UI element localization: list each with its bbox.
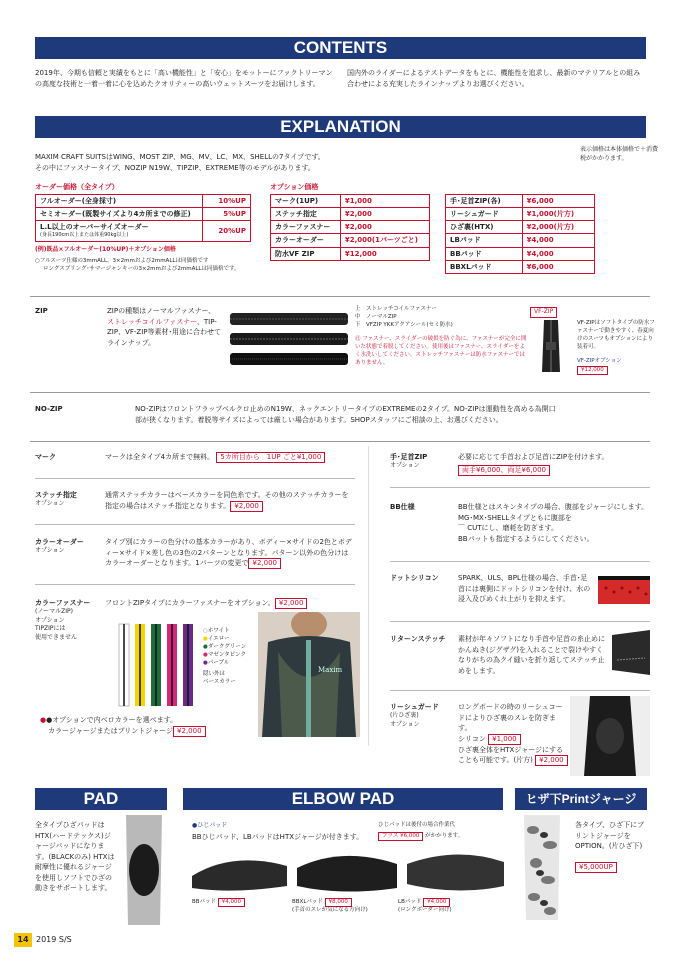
elbow-item-lb (398, 898, 452, 915)
dot-silicone-text: SPARK、ULS、BPL仕様の場合、手首･足首には裏側にドットシリコンを付け、水の浸入及びめくれ上がりを抑えます。 (458, 574, 591, 603)
tax-note: 表示価格は本体価格で＋消費税がかかります。 (580, 146, 659, 162)
knee-pad-photo (118, 815, 170, 925)
elbow-item-name: BBパッド (192, 899, 217, 905)
zip-warning: ㊟ ファスナー、スライダーの破損を防ぐ為に、ファスナーが完全に開いた状態で着脱してください。使用後はファスナー、スライダーをよく水洗いしてください。ストレッチファスナーは防水ファスナーではありません。 (355, 336, 527, 366)
dot-silicone-label: ドットシリコン (390, 574, 439, 582)
hidden-note-1: 隠い外は (203, 670, 226, 677)
order-example: (例)既品×フルオーダー(10%UP)＋オプション価格 (35, 246, 176, 253)
inner-tongue-price: ¥2,000 (173, 726, 206, 737)
inner-tongue-1: ●●オプションで内ベロカラーを選べます。 (40, 716, 178, 724)
option-price: ¥4,000 (522, 234, 594, 247)
vf-zip-price-box: ¥12,000 (577, 366, 608, 375)
option-label: 防水VF ZIP (271, 247, 341, 260)
order-row (36, 221, 251, 241)
option-row (446, 208, 595, 221)
divider (390, 487, 650, 488)
leash-guard-photo (570, 696, 650, 776)
vf-zip-option-label: VF-ZIPオプション (577, 358, 622, 364)
option-row (446, 195, 595, 208)
option-label: リーシュガード (446, 208, 523, 221)
option-row (271, 208, 430, 221)
divider (35, 584, 355, 585)
leash-guard-sub-2: オプション (390, 720, 420, 728)
stitch-price: ¥2,000 (230, 501, 263, 512)
zip-text (107, 306, 222, 348)
color-fastener-sub-3: TIPZIPには (35, 625, 66, 633)
bb-text-2-main: CUTにし、磨耗を防ぎます。 (467, 524, 558, 532)
elbow-item-price: ¥4,000 (423, 898, 450, 907)
wetsuit-photo (258, 612, 360, 737)
option-row (271, 195, 430, 208)
leash-guard-text-2 (458, 745, 568, 767)
elbow-bullet: ●ひじパッド (192, 822, 228, 829)
column-divider (368, 446, 369, 746)
explanation-banner: EXPLANATION (35, 116, 646, 138)
pad-banner: PAD (35, 788, 167, 810)
leash-silicone-price: ¥1,000 (488, 734, 521, 745)
inner-tongue-line-1: ●オプションで内ベロカラーを選べます。 (46, 716, 178, 724)
option-label: ひざ裏(HTX) (446, 221, 523, 234)
elbow-item-sub: (ロングボーダー向け) (398, 907, 452, 914)
contents-right-text: 国内外のライダーによるテストデータをもとに、機能性を追求し、最新のマテリアルとの組み合わせによる充実したラインナップよりお選びください。 (347, 69, 641, 88)
color-fastener-price: ¥2,000 (275, 598, 308, 609)
hiza-text: 各タイプ、ひざ下にプリントジャージをOPTION。(片ひざ下) (575, 821, 645, 850)
order-row (36, 208, 251, 221)
zip-legend-3: 下 VFZIP YKKアクアシール(セミ防水) (355, 321, 453, 328)
stitch-sub: オプション (35, 500, 65, 507)
elbow-text: BBひじパッド、LBパッドはHTXジャージが付きます。 (192, 833, 364, 841)
option-price: ¥12,000 (340, 247, 429, 260)
zipper-icon (230, 305, 348, 375)
cut-line-icon: ⌒ (458, 524, 468, 532)
color-order-text-main: タイプ別にカラーの色分けの基本カラーがあり、ボディー×サイドの2色とボディー×サイド×差し色の3色の2パターンとなります。パターン以外の色分けはカラーオーダーとなります。1パーツの変更で (105, 538, 352, 567)
return-stitch-label: リターンステッチ (390, 635, 446, 643)
elbow-item-sub: (手首のスレが気になる方向け) (292, 907, 368, 914)
color-name: パープル (207, 659, 230, 666)
divider (30, 392, 650, 393)
order-label-sub: (身長190cm以上または体重90kg以上) (40, 232, 129, 239)
color-name: ダークグリーン (207, 643, 247, 650)
elbow-pad-icon (192, 846, 504, 896)
zip-legend (355, 306, 530, 330)
zip-text-red: ストレッチコイルファスナー (107, 317, 197, 326)
color-item-magenta: ●マゼンタピンク (203, 651, 246, 658)
elbow-item-name: BBXLパッド (292, 899, 323, 905)
wrist-zip-sub: オプション (390, 462, 420, 469)
leash-guard-text (458, 702, 568, 766)
hidden-note-2: ベースカラー (203, 678, 236, 685)
contents-banner: CONTENTS (35, 37, 646, 59)
dot-silicone-photo (598, 568, 650, 610)
zipper-photo (230, 305, 348, 375)
divider (30, 441, 650, 442)
zip-legend-1: 上 ストレッチコイルファスナー (355, 306, 437, 312)
color-list (203, 628, 246, 687)
hiza-price: ¥5,000UP (575, 862, 617, 873)
color-zippers-icon (115, 620, 200, 710)
color-fastener-text-main: フロントZIPタイプにカラーファスナーをオプション。 (105, 599, 275, 607)
zip-legend-2: 中 ノーマルZIP (355, 313, 397, 320)
option-row (271, 247, 430, 260)
color-order-text (105, 537, 355, 569)
wrist-zip-text: 必要に応じて手首および足首にZIPを付けます。 (458, 453, 609, 461)
option-label: ステッチ指定 (271, 208, 341, 221)
inner-tongue-text (40, 715, 260, 737)
color-fastener-sub-4: 使用できません (35, 634, 78, 642)
wrist-zip-price-wrap (458, 465, 550, 476)
elbow-note: ひじパッドは後付の場合作業代 (378, 822, 456, 828)
color-name: マゼンタピンク (207, 651, 246, 658)
mark-label: マーク (35, 453, 56, 461)
print-jersey-photo (518, 815, 566, 920)
elbow-item-price: ¥4,000 (218, 898, 245, 907)
pad-text: 全タイプひざパッドはHTX(ハードテックス)ジャージパッドになります。(BLACKのみ) HTXは耐摩性に優れるジャージを使用しソフトでひざの動きをサポートします。 (35, 821, 115, 892)
color-fastener-sub-2: オプション (35, 616, 65, 624)
wrist-zip-label: 手･足首ZIP (390, 453, 428, 461)
hiza-price-wrap (575, 862, 617, 873)
color-zippers-photo (115, 620, 200, 710)
option-price-header: オプション価格 (270, 183, 319, 191)
option-label: LBパッド (446, 234, 523, 247)
divider (390, 561, 650, 562)
option-label: カラーオーダー (271, 234, 341, 247)
zip-label: ZIP (35, 307, 48, 315)
option-label: カラーファスナー (271, 221, 341, 234)
stitch-text-main: 通常ステッチカラーはベースカラーを同色糸です。その他のステッチカラーを指定の場合はステッチ指定となります。 (105, 491, 349, 510)
mark-text-main: マークは全タイプ4カ所まで無料。 (105, 453, 215, 461)
option-price: ¥6,000 (522, 195, 594, 208)
option-price: ¥1,000 (340, 195, 429, 208)
leash-guard-label: リーシュガード (390, 703, 439, 711)
elbow-plus (378, 832, 463, 841)
option-row (446, 247, 595, 260)
order-note-2: ロングスプリング･サマージャンキーの3×2mmおよび2mmALLは同価格です。 (43, 266, 240, 272)
hiza-banner: ヒザ下Printジャージ (515, 788, 647, 810)
explanation-intro-1: MAXIM CRAFT SUITSはWING、MOST ZIP、MG、MV、LC、MX、SHELLの7タイプです。 (35, 153, 325, 161)
explanation-intro-2: その中にファスナータイプ、NOZIP N19W、TIPZIP、EXTREME等のモデルがあります。 (35, 164, 315, 172)
option-price: ¥2,000 (340, 221, 429, 234)
option-price: ¥2,000(片方) (522, 221, 594, 234)
option-row (446, 260, 595, 273)
divider (35, 524, 355, 525)
bb-text-1: BB仕様とはスキンタイプの場合、腹部をジャージにします。MG･MX･SHELLタイプともに腹部を (458, 503, 649, 522)
print-jersey-icon (518, 815, 566, 920)
option-price: ¥2,000 (340, 208, 429, 221)
mark-price: 5カ所目から 1UP ごと¥1,000 (216, 452, 325, 463)
order-label (36, 221, 203, 241)
bb-text-3: BBパットも指定するようにしてください。 (458, 534, 594, 543)
order-price: 5%UP (203, 208, 251, 221)
wetsuit-icon (258, 612, 360, 737)
option-row (446, 234, 595, 247)
leash-guard-sub (390, 712, 419, 729)
zip-text-1: ZIPの種類はノーマルファスナー、 (107, 307, 216, 315)
color-fastener-sub-1: (ノーマルZIP) (35, 608, 73, 615)
color-name: ホワイト (207, 628, 230, 634)
mark-text (105, 452, 365, 463)
leash-guard-price-2: ¥2,000 (535, 755, 568, 766)
bb-label: BB仕様 (390, 503, 415, 511)
option-row (271, 234, 430, 247)
leash-guard-text-1: ロングボードの時のリーシュコードによりひざ裏のスレを防ぎます。 (458, 703, 563, 732)
zip-text-2: 、TIP-ZIP、VF-ZIP等素材･用途に合わせてラインナップ。 (107, 317, 222, 347)
order-price: 20%UP (203, 221, 251, 241)
elbow-banner: ELBOW PAD (183, 788, 503, 810)
stitch-label: ステッチ指定 (35, 491, 77, 499)
color-order-sub: オプション (35, 547, 65, 554)
option-label: BBXLパッド (446, 260, 523, 273)
option-label: マーク(1UP) (271, 195, 341, 208)
color-name: イエロー (207, 635, 230, 642)
stitch-text (105, 490, 355, 512)
elbow-plus-after: がかかります。 (425, 833, 464, 839)
order-price-table (35, 194, 251, 242)
option-price-table-right (445, 194, 595, 274)
order-label: セミオーダー(既製サイズより4カ所までの修正) (36, 208, 203, 221)
order-note-1: ○フルスーツ仕様の3mmALL、3×2mmおよび2mmALLは同価格です (35, 258, 209, 264)
divider (390, 690, 650, 691)
color-item-yellow: ●イエロー (203, 635, 230, 642)
wrist-zip-price: 両手¥6,000、両足¥6,000 (458, 465, 550, 476)
elbow-plus-price: プラス ¥6,000 (378, 832, 423, 841)
elbow-item-bb (192, 898, 245, 907)
color-fastener-sub (35, 608, 77, 643)
elbow-item-bbxl (292, 898, 368, 915)
nozip-text: NO-ZIPはフロントフラップベルクロ止めのN19W、ネックエントリータイプのEXTREMEの2タイプ。NO-ZIPは運動性を高める為開口部が狭くなります。着脱等サイズによっては厳しい場合があります。SHOPスタッフにご相談の上、お選びください。 (135, 405, 556, 424)
leash-silicone-label: シリコン (458, 734, 486, 743)
order-label: フルオーダー(全身採寸) (36, 195, 203, 208)
order-price: 10%UP (203, 195, 251, 208)
vf-zip-label: VF-ZIP (530, 307, 557, 318)
return-stitch-text: 素材が年々ソフトになり手首や足首の糸止めにかんぬき(ジグザグ)を入れることで裂けやすくなりがちの為クイ縫いを折り返してステッチ止めをします。 (458, 635, 605, 675)
elbow-item-name: LBパッド (398, 899, 422, 905)
knee-pad-icon (118, 815, 170, 925)
divider (390, 621, 650, 622)
divider (30, 296, 650, 297)
option-row (446, 221, 595, 234)
color-fastener-text (105, 598, 355, 609)
elbow-item-price: ¥8,000 (325, 898, 352, 907)
leash-guard-text-2-main: ひざ裏全体をHTXジャージにすることも可能です。(片方) (458, 745, 564, 765)
season-label: 2019 S/S (36, 935, 72, 944)
inner-tongue-line-2: カラージャージまたはプリントジャージ (48, 726, 174, 735)
option-price: ¥4,000 (522, 247, 594, 260)
leash-guard-sub-1: (片ひざ裏) (390, 712, 419, 719)
color-item-green: ●ダークグリーン (203, 643, 247, 650)
color-order-price: ¥2,000 (248, 558, 281, 569)
leash-guard-silicone (458, 734, 568, 745)
vf-zip-text: VF-ZIPはソフトタイプの防水ファスナーで動きやすく、春夏向けのスーツもオプションにより装着可。 (577, 320, 655, 350)
color-fastener-label: カラーファスナー (35, 599, 91, 607)
return-stitch-photo (612, 630, 650, 675)
order-label-text: L.L以上のオーバーサイズオーダー (40, 223, 149, 232)
color-order-label: カラーオーダー (35, 538, 84, 546)
contents-left-text: 2019年、今期も信頼と実績をもとに「高い機能性」と「安心」をモットーにファクトリーマンの高度な技術と一着一着に心を込めたクオリティーの高いウェットスーツをお届けします。 (35, 69, 333, 88)
svg-text:Maxim: Maxim (318, 666, 343, 674)
order-row (36, 195, 251, 208)
bb-text (458, 502, 658, 544)
option-price: ¥1,000(片方) (522, 208, 594, 221)
option-price: ¥6,000 (522, 260, 594, 273)
option-label: 手･足首ZIP(各) (446, 195, 523, 208)
divider (35, 478, 355, 479)
option-price: ¥2,000(1パーツごと) (340, 234, 429, 247)
color-item-white: ○ホワイト (203, 628, 230, 634)
vf-zip-photo (530, 320, 572, 372)
order-price-header: オーダー価格（全タイプ） (35, 183, 119, 191)
page-number: 14 (14, 933, 32, 947)
bb-text-2 (458, 523, 658, 534)
option-label: BBパッド (446, 247, 523, 260)
nozip-label: NO-ZIP (35, 405, 63, 413)
color-item-purple: ●パープル (203, 659, 230, 666)
elbow-pad-photo (192, 846, 504, 896)
vf-zip-price (577, 366, 608, 375)
option-price-table-left (270, 194, 430, 261)
option-row (271, 221, 430, 234)
inner-tongue-2 (40, 726, 260, 737)
